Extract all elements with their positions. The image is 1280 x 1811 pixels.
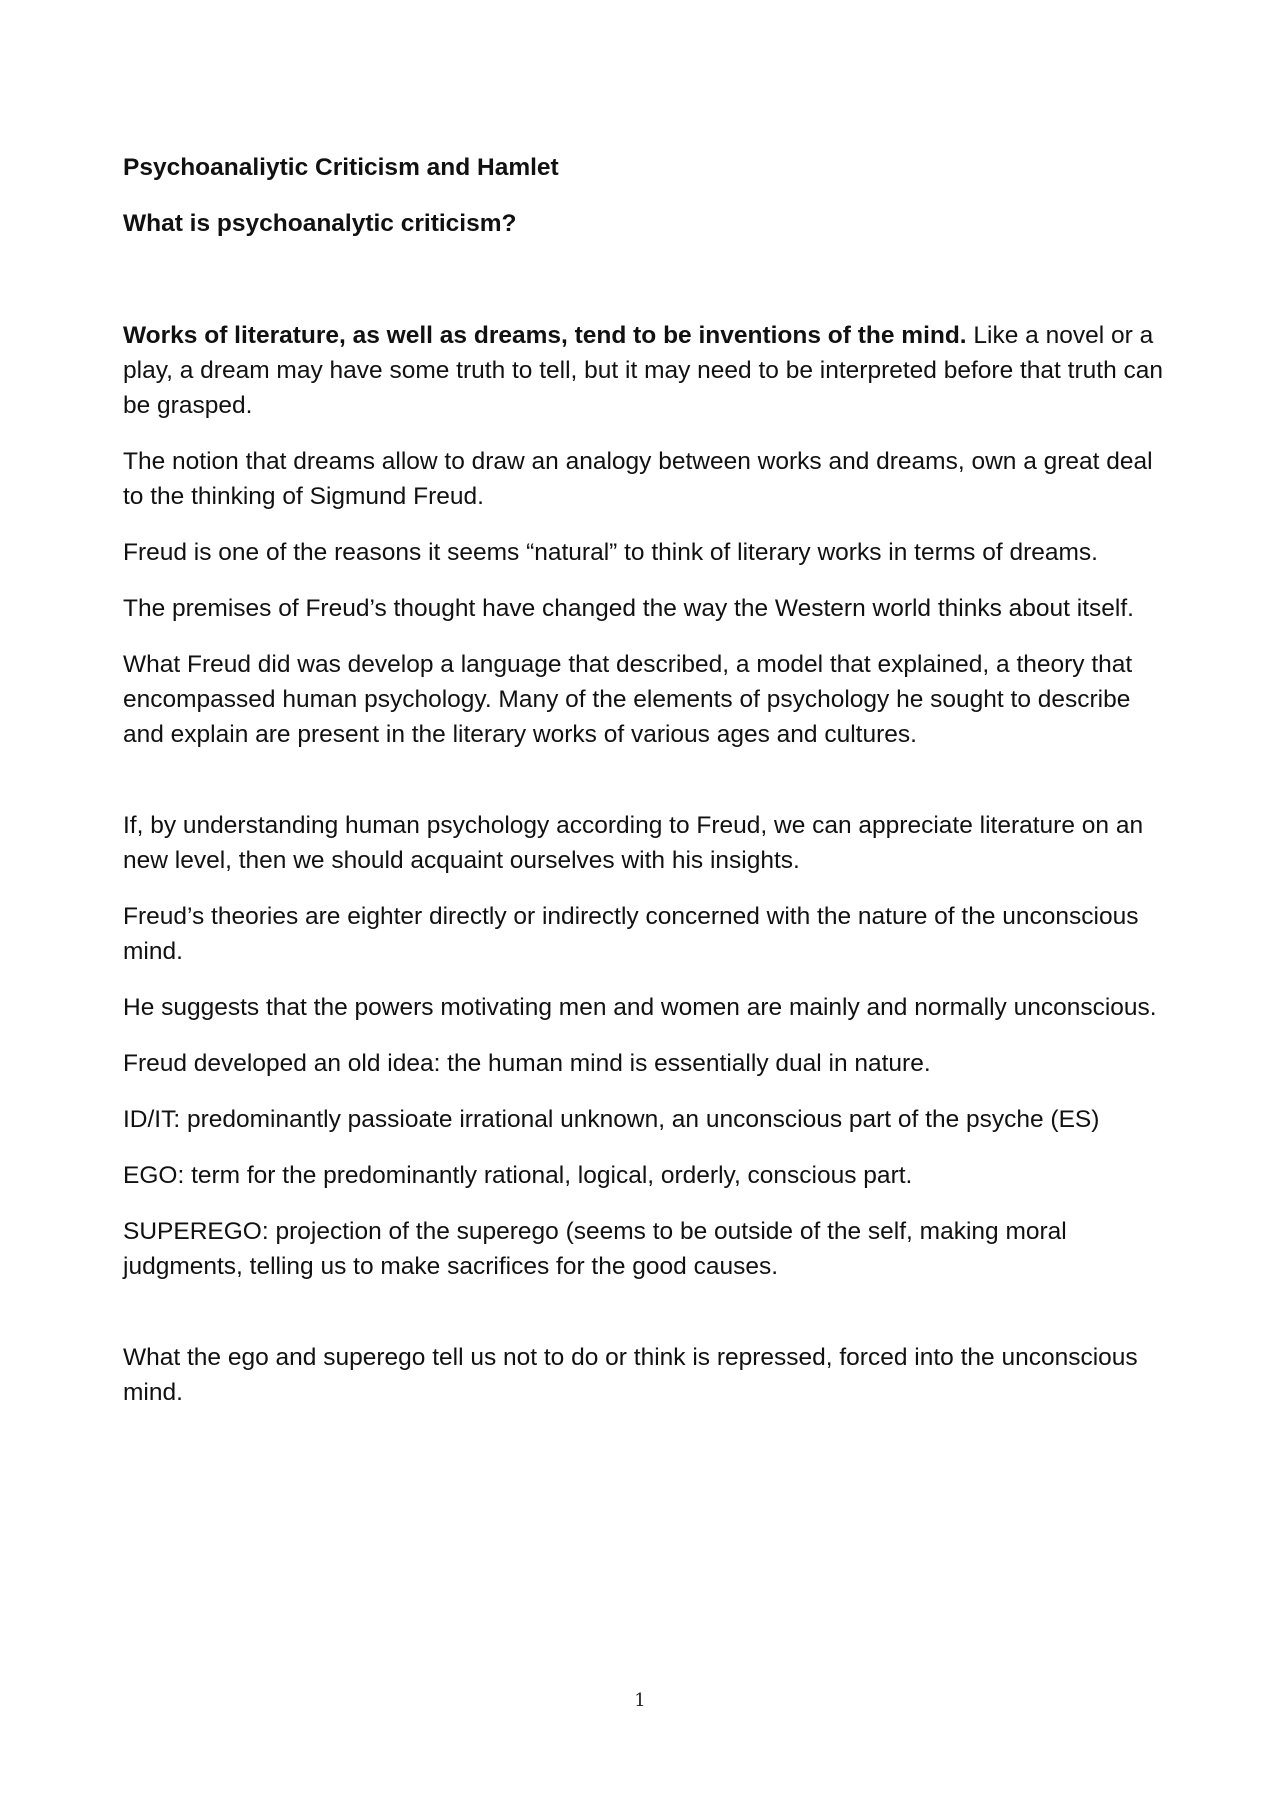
paragraph-id: ID/IT: predominantly passioate irrational unknown, an unconscious part of the psyche (ES) [123, 1106, 1100, 1133]
paragraph-unconscious-mind: Freud’s theories are eighter directly or indirectly concerned with the nature of the unconscious mind. [123, 903, 1139, 965]
paragraph-dual-nature: Freud developed an old idea: the human mind is essentially dual in nature. [123, 1050, 931, 1077]
paragraph-powers-motivating: He suggests that the powers motivating men and women are mainly and normally unconscious. [123, 994, 1157, 1021]
page-number: 1 [634, 1690, 646, 1711]
paragraph-understanding-psychology: If, by understanding human psychology according to Freud, we can appreciate literature on an new level, then we should acquaint ourselves with his insights. [123, 812, 1144, 874]
paragraph-repressed: What the ego and superego tell us not to do or think is repressed, forced into the unconscious mind. [123, 1344, 1138, 1406]
intro-paragraph [123, 318, 1168, 423]
paragraph-superego: SUPEREGO: projection of the superego (seems to be outside of the self, making moral judgments, telling us to make sacrifices for the good causes. [123, 1218, 1067, 1280]
paragraph-freud-language: What Freud did was develop a language that described, a model that explained, a theory that encompassed human psychology. Many of the elements of psychology he sought to describe and explain are present in the literary works of various ages and cultures. [123, 651, 1133, 748]
intro-bold-sentence: Works of literature, as well as dreams, tend to be inventions of the mind. [123, 322, 967, 349]
paragraph-ego: EGO: term for the predominantly rational, logical, orderly, conscious part. [123, 1162, 913, 1189]
paragraph-freud-natural: Freud is one of the reasons it seems “natural” to think of literary works in terms of dreams. [123, 539, 1098, 566]
paragraph-freud-premises: The premises of Freud’s thought have changed the way the Western world thinks about itself. [123, 595, 1134, 622]
document-subtitle: What is psychoanalytic criticism? [123, 210, 517, 237]
document-title: Psychoanaliytic Criticism and Hamlet [123, 154, 559, 181]
document-body [123, 150, 1168, 1431]
intro-rest-text: Like a novel or a play, a dream may have some truth to tell, but it may need to be interpreted before that truth can be grasped. [123, 322, 1164, 419]
paragraph-dreams-analogy: The notion that dreams allow to draw an analogy between works and dreams, own a great deal to the thinking of Sigmund Freud. [123, 448, 1153, 510]
